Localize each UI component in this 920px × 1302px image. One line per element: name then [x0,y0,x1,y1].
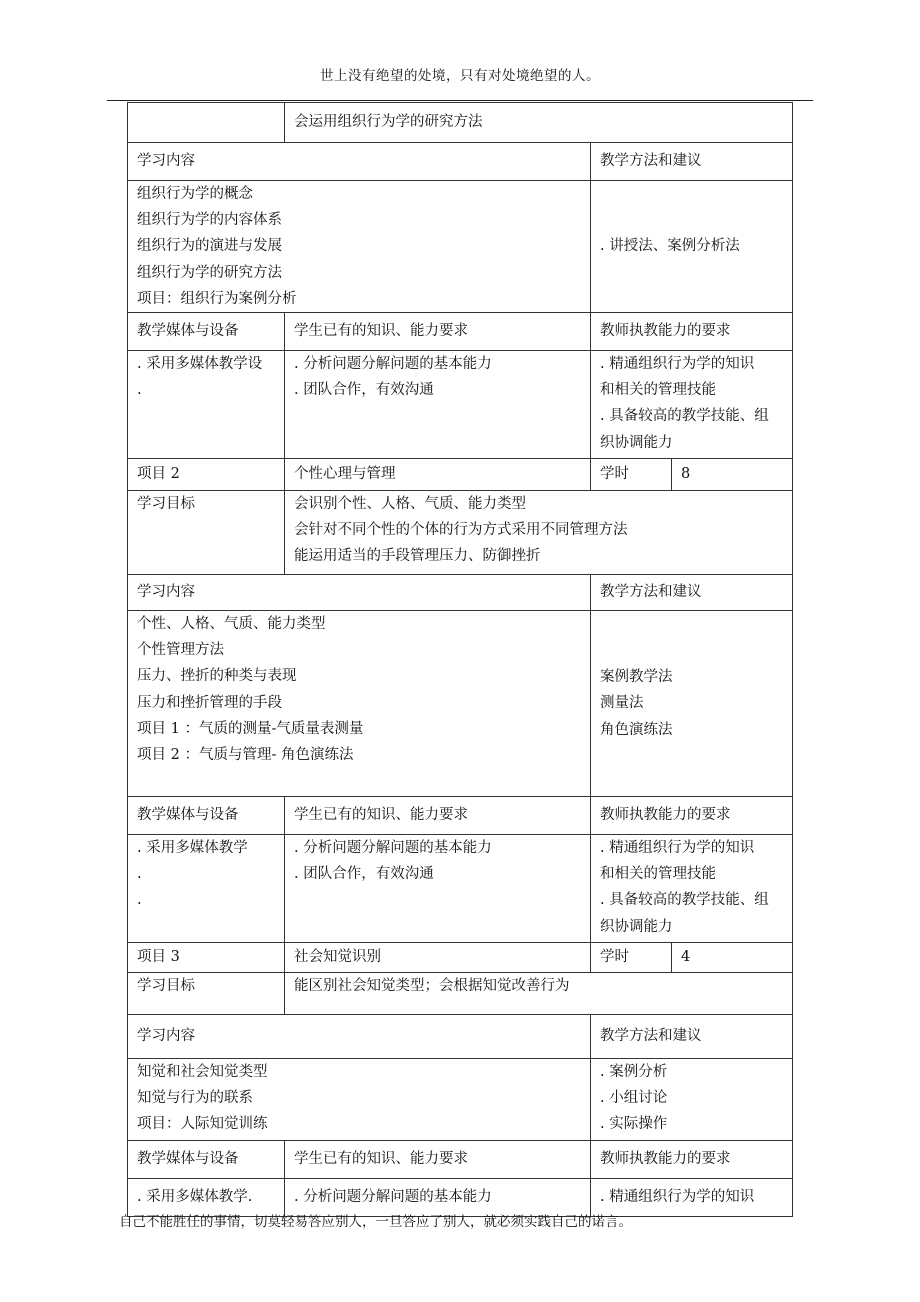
table-row [128,459,793,491]
teacher-req-item: 织协调能力 [600,918,673,935]
goal-cell [285,103,793,143]
table-row [128,835,793,943]
project-name: 社会知觉识别 [285,943,591,973]
content-item: 个性管理方法 [137,642,224,659]
table-row [128,575,793,611]
goal-label [128,491,285,575]
media-item: . 采用多媒体教学. [137,1189,253,1206]
student-req-header: 学生已有的知识、能力要求 [285,1141,591,1179]
content-item: 知觉和社会知觉类型 [137,1064,268,1081]
method-cell [591,1059,793,1141]
table-row [128,1141,793,1179]
table-row [128,973,793,1015]
student-req-item: . 团队合作，有效沟通 [294,382,434,399]
project-label: 项目 3 [128,943,285,973]
content-item: 项目：人际知觉训练 [137,1116,268,1133]
course-table [127,102,793,1217]
goal-label [128,973,285,1015]
media-header: 教学媒体与设备 [128,1141,285,1179]
student-req-header: 学生已有的知识、能力要求 [285,797,591,835]
project-name: 个性心理与管理 [285,459,591,491]
table-row [128,313,793,351]
method-header: 教学方法和建议 [591,143,793,181]
media-item: . 采用多媒体教学设 [137,356,263,373]
teacher-req-item: . 具备较高的教学技能、组 [600,892,769,909]
student-req-header: 学生已有的知识、能力要求 [285,313,591,351]
hours-value: 8 [672,459,793,491]
table-row [128,797,793,835]
media-cell [128,835,285,943]
media-item: . [137,866,142,883]
content-header: 学习内容 [128,575,591,611]
content-item: 知觉与行为的联系 [137,1090,253,1107]
goal-label-text: 学习目标 [137,496,195,513]
media-item: . [137,382,142,399]
table-row [128,611,793,797]
goal-cell [285,973,793,1015]
table-row [128,351,793,459]
goal-item: 会识别个性、人格、气质、能力类型 [294,496,526,513]
method-cell [591,611,793,797]
content-item: 项目 2 ：气质与管理- 角色演练法 [137,747,354,764]
content-item: 项目 1 ：气质的测量-气质量表测量 [137,720,364,737]
method-item: 角色演练法 [600,721,673,738]
table-row [128,1059,793,1141]
goal-item: 能区别社会知觉类型；会根据知觉改善行为 [294,978,570,995]
method-item: . 案例分析 [600,1064,668,1081]
method-item: . 小组讨论 [600,1090,668,1107]
teacher-req-cell [591,351,793,459]
teacher-req-header: 教师执教能力的要求 [591,797,793,835]
student-req-item: . 团队合作，有效沟通 [294,866,434,883]
hours-value: 4 [672,943,793,973]
goal-label-cell [128,103,285,143]
teacher-req-header: 教师执教能力的要求 [591,313,793,351]
teacher-req-item: . 精通组织行为学的知识 [600,1189,755,1206]
student-req-item: . 分析问题分解问题的基本能力 [294,356,492,373]
goal-item: 会针对不同个性的个体的行为方式采用不同管理方法 [294,522,628,539]
content-item: 压力和挫折管理的手段 [137,694,282,711]
content-item: 压力、挫折的种类与表现 [137,668,297,685]
teacher-req-item: . 具备较高的教学技能、组 [600,408,769,425]
media-item: . [137,892,142,909]
table-row [128,103,793,143]
teacher-req-item: . 精通组织行为学的知识 [600,840,755,857]
teacher-req-header: 教师执教能力的要求 [591,1141,793,1179]
content-item: 项目：组织行为案例分析 [137,290,297,307]
content-item: 组织行为学的内容体系 [137,212,282,229]
method-text: . 讲授法、案例分析法 [600,238,740,255]
goal-label-text: 学习目标 [137,978,195,995]
media-header: 教学媒体与设备 [128,797,285,835]
content-cell [128,181,591,313]
method-item: 案例教学法 [600,669,673,686]
method-header: 教学方法和建议 [591,575,793,611]
content-cell [128,1059,591,1141]
goal-item: 能运用适当的手段管理压力、防御挫折 [294,548,541,565]
table-row [128,491,793,575]
student-req-cell [285,351,591,459]
student-req-item: . 分析问题分解问题的基本能力 [294,1189,492,1206]
goal-cell [285,491,793,575]
teacher-req-item: 织协调能力 [600,434,673,451]
media-cell [128,351,285,459]
table-row [128,943,793,973]
hours-label: 学时 [591,943,672,973]
method-item: . 实际操作 [600,1116,668,1133]
media-header: 教学媒体与设备 [128,313,285,351]
content-item: 组织行为学的研究方法 [137,264,282,281]
content-header: 学习内容 [128,143,591,181]
method-cell [591,181,793,313]
method-item: 测量法 [600,695,644,712]
table-row [128,181,793,313]
table-row [128,1015,793,1059]
content-item: 组织行为的演进与发展 [137,238,282,255]
content-cell [128,611,591,797]
teacher-req-cell [591,835,793,943]
header-quote: 世上没有绝望的处境，只有对处境绝望的人。 [320,68,600,84]
header-divider [107,100,813,101]
content-item: 组织行为学的概念 [137,186,253,202]
teacher-req-item: 和相关的管理技能 [600,382,716,399]
goal-text: 会运用组织行为学的研究方法 [294,114,483,131]
student-req-cell [285,835,591,943]
project-label: 项目 2 [128,459,285,491]
media-item: . 采用多媒体教学 [137,840,248,857]
hours-label: 学时 [591,459,672,491]
content-header: 学习内容 [128,1015,591,1059]
teacher-req-item: 和相关的管理技能 [600,866,716,883]
method-header: 教学方法和建议 [591,1015,793,1059]
content-item: 个性、人格、气质、能力类型 [137,616,326,633]
table-row [128,143,793,181]
teacher-req-item: . 精通组织行为学的知识 [600,356,755,373]
student-req-item: . 分析问题分解问题的基本能力 [294,840,492,857]
footer-quote: 自己不能胜任的事情，切莫轻易答应别人，一旦答应了别人，就必须实践自己的诺言。 [119,1214,632,1230]
